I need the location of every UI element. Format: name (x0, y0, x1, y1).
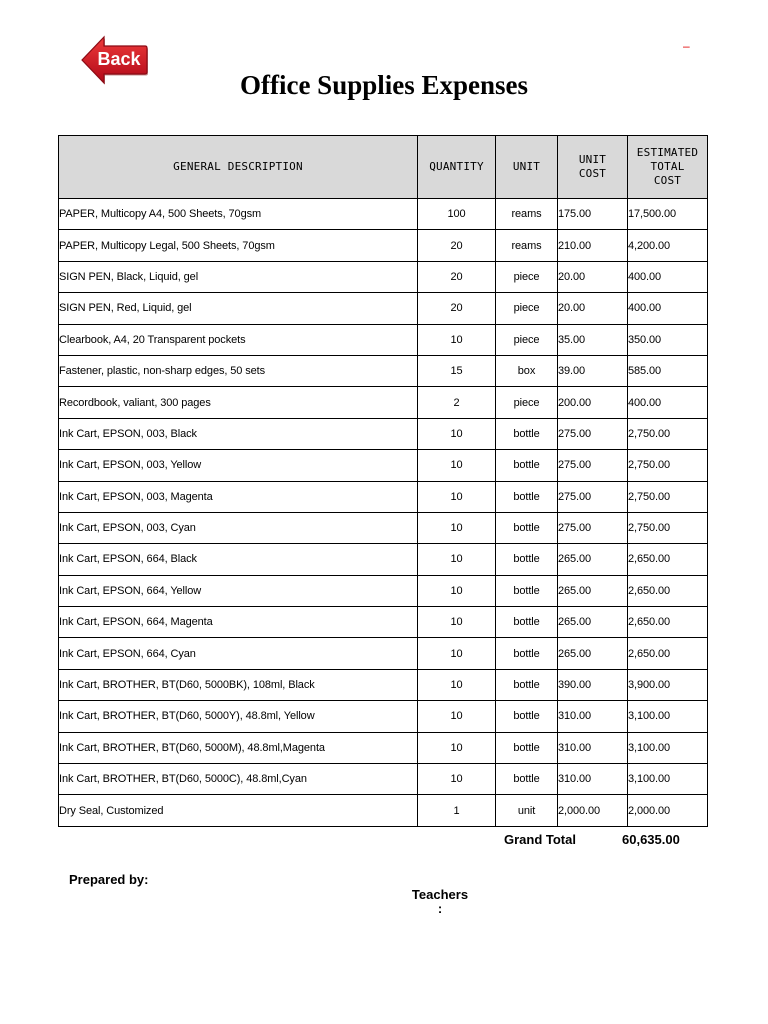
header-estimated-line-2: TOTAL (650, 160, 685, 173)
header-unit (496, 136, 558, 199)
item-quantity: 15 (418, 355, 496, 386)
item-description: Ink Cart, EPSON, 003, Magenta (59, 481, 418, 512)
item-unit-cost: 35.00 (558, 324, 628, 355)
table-row (59, 450, 708, 481)
item-unit: bottle (496, 450, 558, 481)
item-unit: piece (496, 261, 558, 292)
item-unit: bottle (496, 764, 558, 795)
signatory-name: Teachers (411, 887, 469, 902)
item-quantity: 10 (418, 669, 496, 700)
item-description: SIGN PEN, Red, Liquid, gel (59, 293, 418, 324)
item-unit-cost: 310.00 (558, 701, 628, 732)
item-quantity: 10 (418, 512, 496, 543)
table-row (59, 512, 708, 543)
item-description: Ink Cart, BROTHER, BT(D60, 5000BK), 108ml, Black (59, 669, 418, 700)
item-total-cost: 2,750.00 (628, 512, 708, 543)
table-row (59, 261, 708, 292)
item-quantity: 10 (418, 544, 496, 575)
item-quantity: 20 (418, 293, 496, 324)
item-description: Ink Cart, EPSON, 664, Yellow (59, 575, 418, 606)
item-total-cost: 3,100.00 (628, 701, 708, 732)
header-quantity-label: QUANTITY (429, 160, 484, 173)
item-total-cost: 585.00 (628, 355, 708, 386)
item-quantity: 2 (418, 387, 496, 418)
item-description: Ink Cart, BROTHER, BT(D60, 5000M), 48.8ml,Magenta (59, 732, 418, 763)
table-row (59, 669, 708, 700)
item-total-cost: 2,650.00 (628, 607, 708, 638)
item-unit: bottle (496, 544, 558, 575)
table-row (59, 230, 708, 261)
item-unit: bottle (496, 669, 558, 700)
item-unit: bottle (496, 638, 558, 669)
item-quantity: 100 (418, 199, 496, 230)
table-row (59, 638, 708, 669)
table-row (59, 764, 708, 795)
item-total-cost: 2,750.00 (628, 418, 708, 449)
item-total-cost: 400.00 (628, 293, 708, 324)
item-quantity: 20 (418, 230, 496, 261)
item-quantity: 10 (418, 450, 496, 481)
item-total-cost: 3,100.00 (628, 732, 708, 763)
item-description: Ink Cart, EPSON, 664, Cyan (59, 638, 418, 669)
item-quantity: 10 (418, 701, 496, 732)
item-description: Ink Cart, EPSON, 664, Magenta (59, 607, 418, 638)
item-unit: reams (496, 199, 558, 230)
item-unit: piece (496, 324, 558, 355)
table-row (59, 418, 708, 449)
item-unit-cost: 265.00 (558, 638, 628, 669)
table-row (59, 293, 708, 324)
item-unit-cost: 390.00 (558, 669, 628, 700)
table-row (59, 795, 708, 826)
item-total-cost: 3,100.00 (628, 764, 708, 795)
item-total-cost: 350.00 (628, 324, 708, 355)
table-row (59, 355, 708, 386)
header-unit-cost (558, 136, 628, 199)
item-unit-cost: 265.00 (558, 575, 628, 606)
item-quantity: 10 (418, 481, 496, 512)
corner-mark: – (683, 39, 690, 53)
item-quantity: 10 (418, 418, 496, 449)
item-unit-cost: 39.00 (558, 355, 628, 386)
item-description: Ink Cart, BROTHER, BT(D60, 5000Y), 48.8ml, Yellow (59, 701, 418, 732)
item-description: Fastener, plastic, non-sharp edges, 50 sets (59, 355, 418, 386)
item-unit: bottle (496, 418, 558, 449)
grand-total-label: Grand Total (504, 832, 576, 847)
signatory-block (380, 888, 500, 916)
header-quantity (418, 136, 496, 199)
supplies-table (58, 135, 708, 827)
item-total-cost: 2,000.00 (628, 795, 708, 826)
item-description: PAPER, Multicopy Legal, 500 Sheets, 70gsm (59, 230, 418, 261)
item-description: Recordbook, valiant, 300 pages (59, 387, 418, 418)
item-total-cost: 17,500.00 (628, 199, 708, 230)
item-unit-cost: 310.00 (558, 732, 628, 763)
item-unit-cost: 175.00 (558, 199, 628, 230)
header-estimated-line-3: COST (653, 174, 682, 187)
item-total-cost: 4,200.00 (628, 230, 708, 261)
item-unit-cost: 310.00 (558, 764, 628, 795)
item-unit-cost: 275.00 (558, 481, 628, 512)
table-row (59, 732, 708, 763)
table-row (59, 324, 708, 355)
back-button-label: Back (97, 49, 141, 69)
item-description: Ink Cart, BROTHER, BT(D60, 5000C), 48.8ml,Cyan (59, 764, 418, 795)
item-unit-cost: 275.00 (558, 418, 628, 449)
item-total-cost: 2,750.00 (628, 481, 708, 512)
item-quantity: 10 (418, 638, 496, 669)
table-body (59, 199, 708, 827)
table-row (59, 607, 708, 638)
item-quantity: 10 (418, 324, 496, 355)
table-row (59, 481, 708, 512)
item-unit: bottle (496, 575, 558, 606)
item-unit-cost: 20.00 (558, 261, 628, 292)
header-unit-cost-line-2: COST (578, 167, 607, 180)
item-unit-cost: 200.00 (558, 387, 628, 418)
item-unit: bottle (496, 732, 558, 763)
table-row (59, 701, 708, 732)
grand-total-value: 60,635.00 (622, 832, 680, 847)
item-unit: bottle (496, 481, 558, 512)
item-unit-cost: 210.00 (558, 230, 628, 261)
item-total-cost: 2,650.00 (628, 638, 708, 669)
item-unit: reams (496, 230, 558, 261)
item-quantity: 10 (418, 607, 496, 638)
item-description: SIGN PEN, Black, Liquid, gel (59, 261, 418, 292)
header-unit-label: UNIT (512, 160, 541, 173)
item-total-cost: 2,650.00 (628, 544, 708, 575)
item-unit-cost: 265.00 (558, 544, 628, 575)
header-general-description-label: GENERAL DESCRIPTION (173, 160, 303, 173)
item-description: Ink Cart, EPSON, 003, Black (59, 418, 418, 449)
page-title: Office Supplies Expenses (239, 70, 529, 100)
item-total-cost: 2,650.00 (628, 575, 708, 606)
signatory-colon: : (437, 901, 443, 916)
table-row (59, 387, 708, 418)
table-header-row (59, 136, 708, 199)
item-unit-cost: 275.00 (558, 512, 628, 543)
header-general-description (59, 136, 418, 199)
item-unit: bottle (496, 607, 558, 638)
item-unit-cost: 2,000.00 (558, 795, 628, 826)
item-unit: bottle (496, 701, 558, 732)
header-estimated-line-1: ESTIMATED (636, 146, 699, 159)
item-unit-cost: 20.00 (558, 293, 628, 324)
item-unit: box (496, 355, 558, 386)
item-quantity: 20 (418, 261, 496, 292)
table-row (59, 544, 708, 575)
header-unit-cost-line-1: UNIT (578, 153, 607, 166)
item-description: Dry Seal, Customized (59, 795, 418, 826)
table-row (59, 199, 708, 230)
item-total-cost: 400.00 (628, 387, 708, 418)
item-quantity: 10 (418, 764, 496, 795)
prepared-by-label: Prepared by: (69, 872, 149, 887)
item-quantity: 1 (418, 795, 496, 826)
item-unit: piece (496, 387, 558, 418)
item-quantity: 10 (418, 732, 496, 763)
item-unit-cost: 265.00 (558, 607, 628, 638)
item-unit: bottle (496, 512, 558, 543)
item-unit: piece (496, 293, 558, 324)
item-description: Clearbook, A4, 20 Transparent pockets (59, 324, 418, 355)
item-total-cost: 3,900.00 (628, 669, 708, 700)
item-description: Ink Cart, EPSON, 003, Cyan (59, 512, 418, 543)
item-unit: unit (496, 795, 558, 826)
item-quantity: 10 (418, 575, 496, 606)
item-total-cost: 400.00 (628, 261, 708, 292)
item-total-cost: 2,750.00 (628, 450, 708, 481)
header-estimated-total-cost (628, 136, 708, 199)
item-description: Ink Cart, EPSON, 003, Yellow (59, 450, 418, 481)
item-description: Ink Cart, EPSON, 664, Black (59, 544, 418, 575)
item-unit-cost: 275.00 (558, 450, 628, 481)
table-row (59, 575, 708, 606)
item-description: PAPER, Multicopy A4, 500 Sheets, 70gsm (59, 199, 418, 230)
